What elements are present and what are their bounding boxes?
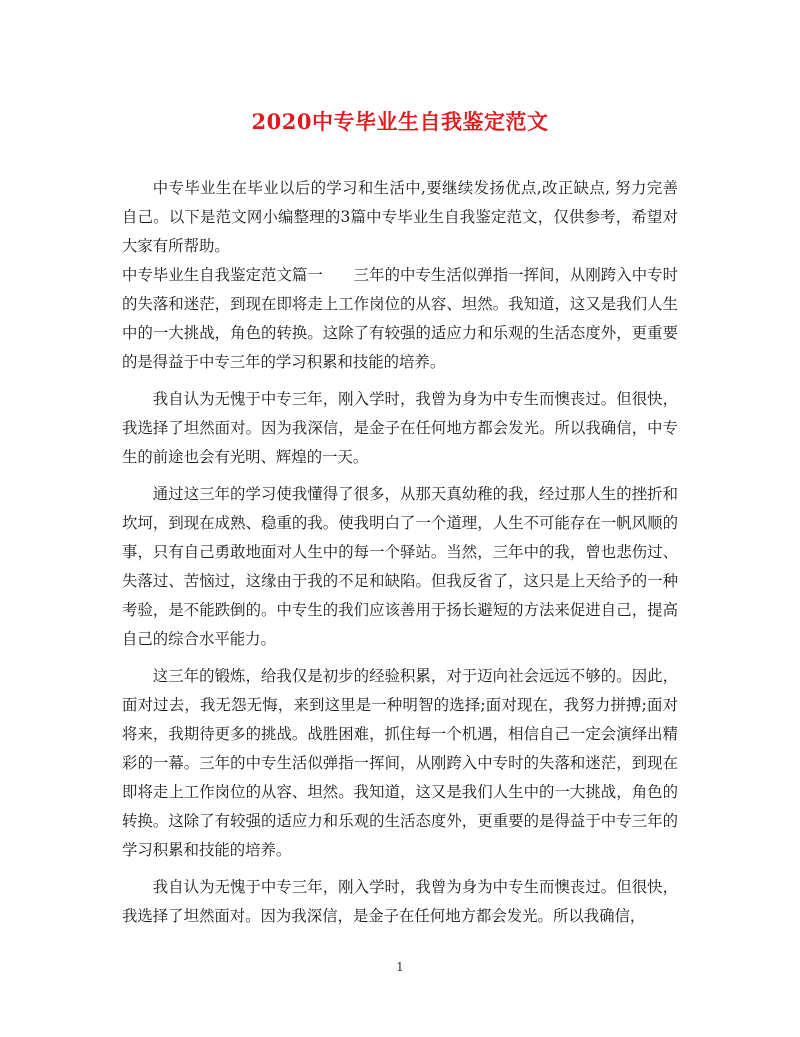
body-paragraph-3: 通过这三年的学习使我懂得了很多，从那天真幼稚的我，经过那人生的挫折和坎坷，到现在成熟、稳重的我。使我明白了一个道理，人生不可能存在一帆风顺的事，只有自己勇敢地面对人生中的每一个驿站。当然，三年中的我，曾也悲伤过、失落过、苦恼过，这缘由于我的不足和缺陷。但我反省了，这只是上天给予的一种考验，是不能跌倒的。中专生的我们应该善用于扬长避短的方法来促进自己，提高自己的综合水平能力。 (122, 485, 678, 648)
body-paragraph-2: 我自认为无愧于中专三年，刚入学时，我曾为身为中专生而懊丧过。但很快，我选择了坦然面对。因为我深信，是金子在任何地方都会发光。所以我确信，中专生的前途也会有光明、辉煌的一天。 (122, 390, 678, 466)
body-paragraph-4: 这三年的锻炼，给我仅是初步的经验积累，对于迈向社会远远不够的。因此，面对过去，我无怨无悔，来到这里是一种明智的选择;面对现在，我努力拼搏;面对将来，我期待更多的挑战。战胜困难，抓住每一个机遇，相信自己一定会演绎出精彩的一幕。三年的中专生活似弹指一挥间，从刚跨入中专时的失落和迷茫，到现在即将走上工作岗位的从容、坦然。我知道，这又是我们人生中的一大挑战，角色的转换。这除了有较强的适应力和乐观的生活态度外，更重要的是得益于中专三年的学习积累和技能的培养。 (122, 667, 678, 859)
intro-paragraph: 中专毕业生在毕业以后的学习和生活中,要继续发扬优点,改正缺点, 努力完善自己。以下是范文网小编整理的3篇中专毕业生自我鉴定范文，仅供参考，希望对大家有所帮助。 (122, 179, 678, 255)
document-title: 2020中专毕业生自我鉴定范文 (251, 109, 549, 134)
section-one-paragraph: 中专毕业生自我鉴定范文篇一 三年的中专生活似弹指一挥间，从刚跨入中专时的失落和迷茫，到现在即将走上工作岗位的从容、坦然。我知道，这又是我们人生中的一大挑战，角色的转换。这除了有较强的适应力和乐观的生活态度外，更重要的是得益于中专三年的学习积累和技能的培养。 (122, 266, 678, 371)
body-paragraph-5: 我自认为无愧于中专三年，刚入学时，我曾为身为中专生而懊丧过。但很快，我选择了坦然面对。因为我深信，是金子在任何地方都会发光。所以我确信， (122, 878, 678, 925)
page-number: 1 (396, 960, 404, 974)
document-body (122, 174, 678, 939)
